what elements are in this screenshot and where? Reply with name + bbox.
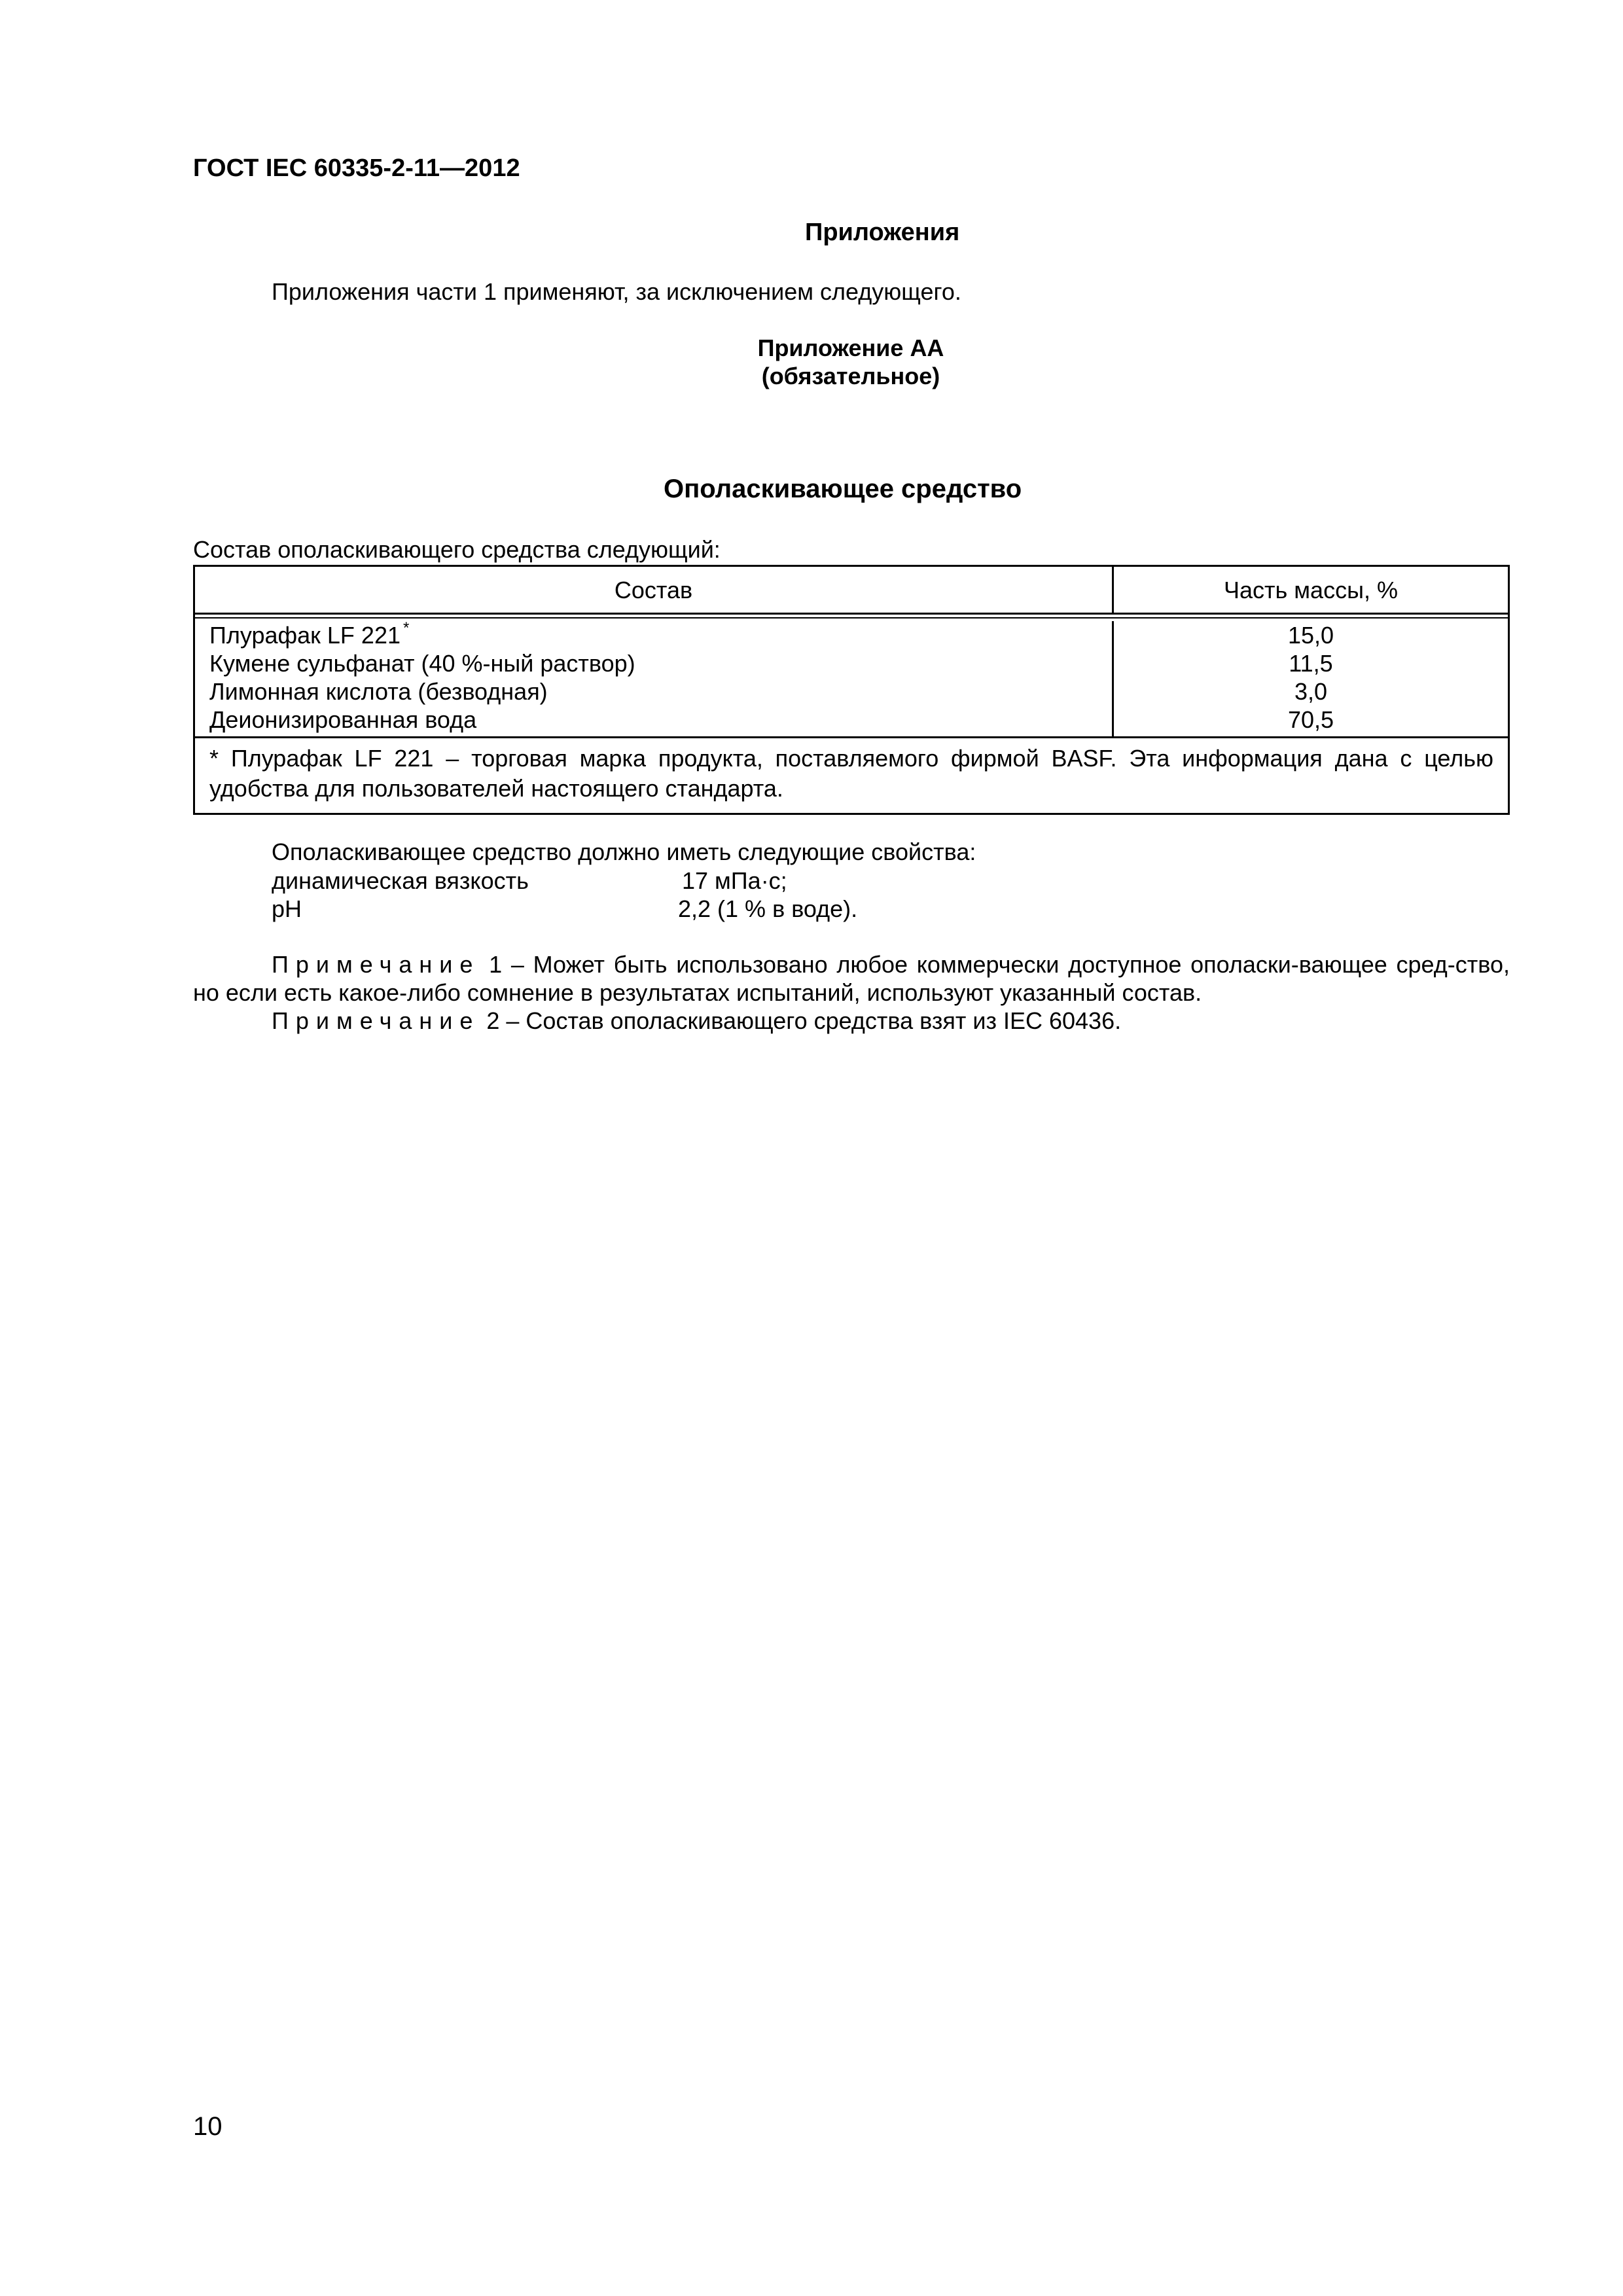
column-header-composition: Состав [195,567,1114,613]
note-1 [193,950,1510,1007]
property-value: 17 мПа·с; [682,867,787,894]
table-cell-value: 15,0 [1287,622,1334,649]
note-2 [272,1007,1121,1035]
appendices-intro-text: Приложения части 1 применяют, за исключением следующего. [272,278,961,305]
document-code-header: ГОСТ IEC 60335-2-11—2012 [193,154,520,182]
table-cell-component [209,621,1112,649]
table-body [195,621,1508,738]
property-name: pH [272,895,302,922]
composition-table [193,565,1510,815]
note-text: 2 – Состав ополаскивающего средства взят из IEC 60436. [480,1007,1122,1034]
annex-title-block [720,334,982,390]
table-cell-component: Деионизированная вода [209,706,477,733]
page-number: 10 [193,2112,223,2141]
property-name: динамическая вязкость [272,867,529,894]
column-header-mass-fraction: Часть массы, % [1224,576,1398,603]
properties-intro-text: Ополаскивающее средство должно иметь следующие свойства: [272,838,976,865]
annex-status: (обязательное) [761,363,940,389]
table-cell-component: Кумене сульфанат (40 %-ный раствор) [209,650,635,677]
table-cell-value: 11,5 [1289,650,1333,677]
components-column [195,621,1114,736]
note-label: Примечание [272,1007,480,1034]
note-text: 1 – Может быть использовано любое коммерчески доступное ополаски-вающее сред-ство, но если есть какое-либо сомнение в результатах испытаний, используют указанный состав. [193,951,1510,1006]
annex-heading: Ополаскивающее средство [664,475,1022,503]
table-cell-value: 70,5 [1287,706,1334,733]
component-name: Плурафак LF 221 [209,622,401,649]
table-cell-value: 3,0 [1294,678,1328,705]
composition-intro-text: Состав ополаскивающего средства следующий: [193,536,721,563]
annex-title: Приложение АА [757,334,944,361]
property-value: 2,2 (1 % в воде). [678,895,858,922]
table-footnote: * Плурафак LF 221 – торговая марка продукта, поставляемого фирмой BASF. Эта информация дана с целью удобства для пользователей настоящего стандарта. [209,745,1493,802]
mass-fraction-column [1114,621,1508,736]
appendices-heading: Приложения [805,219,960,246]
table-header-row [195,567,1508,615]
table-cell-component: Лимонная кислота (безводная) [209,678,548,705]
footnote-mark: * [403,619,410,637]
note-label: Примечание [272,951,480,978]
